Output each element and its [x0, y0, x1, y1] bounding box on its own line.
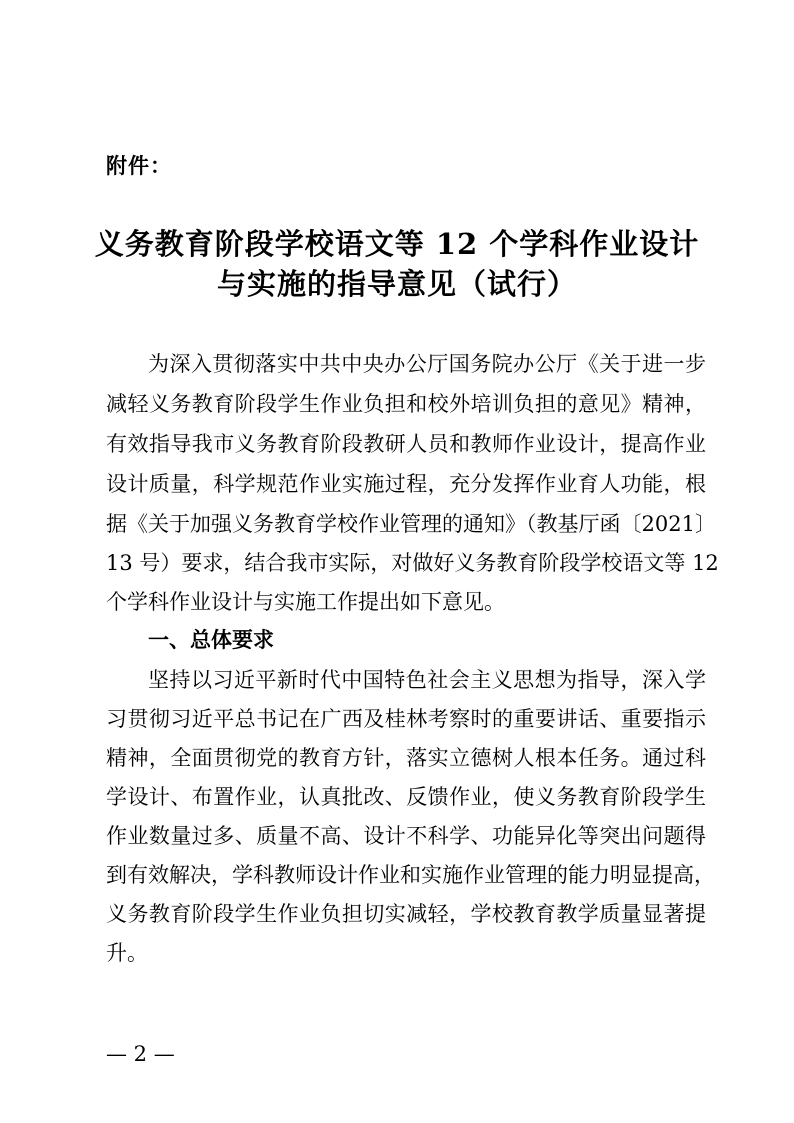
paragraph-2-line: 学设计、布置作业，认真批改、反馈作业，使义务教育阶段学生	[106, 785, 706, 809]
document-title-line-2: 与实施的指导意见（试行）	[216, 267, 577, 301]
paragraph-1-line: 13 号）要求，结合我市实际，对做好义务教育阶段学校语文等 12	[106, 551, 719, 575]
page-number: — 2 —	[106, 1042, 175, 1066]
document-title-line-1: 义务教育阶段学校语文等 12 个学科作业设计	[94, 227, 700, 261]
paragraph-1-line: 据《关于加强义务教育学校作业管理的通知》（教基厅函〔2021〕	[106, 512, 716, 536]
attachment-label: 附件：	[106, 154, 172, 178]
paragraph-1-line: 减轻义务教育阶段学生作业负担和校外培训负担的意见》精神，	[106, 392, 706, 416]
section-heading-general-requirements: 一、总体要求	[148, 628, 274, 652]
paragraph-2-line: 精神，全面贯彻党的教育方针，落实立德树人根本任务。通过科	[106, 746, 706, 770]
paragraph-2-line: 到有效解决，学科教师设计作业和实施作业管理的能力明显提高，	[106, 863, 715, 887]
paragraph-2-line: 升。	[106, 941, 148, 965]
paragraph-2-line: 习贯彻习近平总书记在广西及桂林考察时的重要讲话、重要指示	[106, 707, 706, 731]
paragraph-2-line: 坚持以习近平新时代中国特色社会主义思想为指导，深入学	[148, 668, 706, 692]
paragraph-1-line: 为深入贯彻落实中共中央办公厅国务院办公厅《关于进一步	[148, 352, 706, 376]
paragraph-2-line: 义务教育阶段学生作业负担切实减轻，学校教育教学质量显著提	[106, 902, 706, 926]
paragraph-1-line: 有效指导我市义务教育阶段教研人员和教师作业设计，提高作业	[106, 432, 706, 456]
paragraph-1-line: 个学科作业设计与实施工作提出如下意见。	[106, 590, 505, 614]
paragraph-2-line: 作业数量过多、质量不高、设计不科学、功能异化等突出问题得	[106, 824, 706, 848]
paragraph-1-line: 设计质量，科学规范作业实施过程，充分发挥作业育人功能，根	[106, 472, 706, 496]
